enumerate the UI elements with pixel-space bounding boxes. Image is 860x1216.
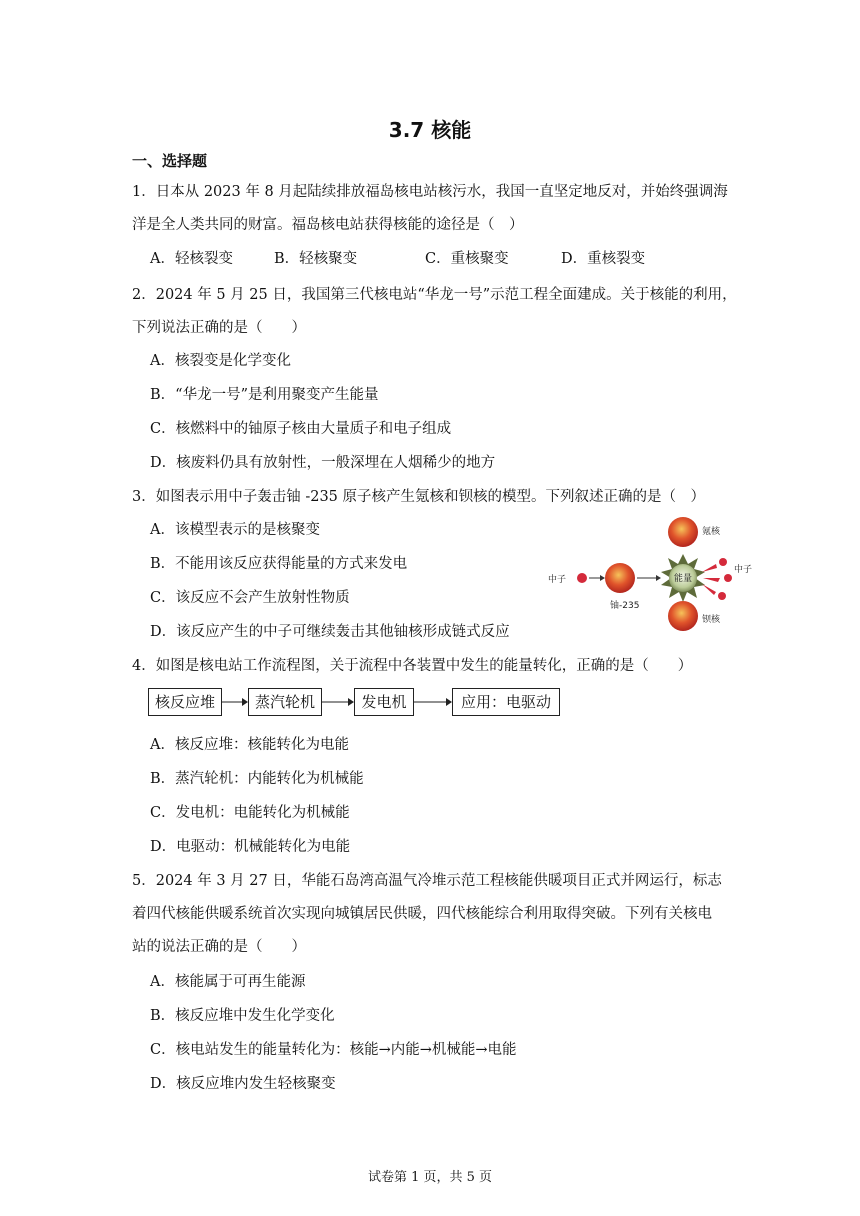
option-c[interactable]: C．该反应不会产生放射性物质 (150, 590, 350, 606)
question-3-text: 3．如图表示用中子轰击铀 -235 原子核产生氪核和钡核的模型。下列叙述正确的是（ ） (132, 489, 706, 505)
neutron-out-dot (719, 558, 727, 566)
question-5-text-cont: 着四代核能供暖系统首次实现向城镇居民供暖，四代核能综合利用取得突破。下列有关核电 (132, 906, 712, 922)
arrow-icon (222, 696, 248, 708)
flow-step-turbine: 蒸汽轮机 (248, 688, 322, 716)
fission-diagram (540, 512, 770, 634)
neutron-out-label: 中子 (734, 565, 753, 575)
question-1-text-cont: 洋是全人类共同的财富。福岛核电站获得核能的途径是（ ） (132, 217, 524, 233)
option-a[interactable]: A．核裂变是化学变化 (150, 353, 291, 369)
option-d[interactable]: D．核反应堆内发生轻核聚变 (150, 1076, 336, 1092)
option-a[interactable]: A．核反应堆：核能转化为电能 (150, 737, 349, 753)
flow-step-reactor: 核反应堆 (148, 688, 222, 716)
arrow-icon (414, 696, 452, 708)
energy-label: 能量 (674, 574, 693, 584)
krypton-nucleus (668, 517, 698, 547)
section-heading: 一、选择题 (132, 152, 208, 170)
option-a[interactable]: A．核能属于可再生能源 (150, 974, 306, 990)
page-title: 3.7 核能 (388, 118, 472, 142)
question-1-text: 1．日本从 2023 年 8 月起陆续排放福岛核电站核污水，我国一直坚定地反对，并始终强调海 (132, 184, 728, 200)
barium-label: 钡核 (702, 615, 721, 625)
option-d[interactable]: D．电驱动：机械能转化为电能 (150, 839, 351, 855)
option-a[interactable]: A．该模型表示的是核聚变 (150, 522, 320, 538)
neutron-out-dot (718, 592, 726, 600)
option-d[interactable]: D．该反应产生的中子可继续轰击其他铀核形成链式反应 (150, 624, 510, 640)
page-footer: 试卷第 1 页，共 5 页 (367, 1170, 493, 1185)
question-2-text-cont: 下列说法正确的是（ ） (132, 320, 306, 336)
option-c[interactable]: C．发电机：电能转化为机械能 (150, 805, 350, 821)
neutron-out-dot (724, 574, 732, 582)
option-a[interactable]: A．轻核裂变 (150, 251, 233, 267)
option-b[interactable]: B．“华龙一号”是利用聚变产生能量 (150, 387, 379, 403)
arrow-icon (322, 696, 354, 708)
question-1-options (150, 247, 645, 268)
neutron-in-dot (577, 573, 587, 583)
question-2-text: 2．2024 年 5 月 25 日，我国第三代核电站“华龙一号”示范工程全面建成。关于核能的利用， (132, 287, 737, 303)
option-d[interactable]: D．核废料仍具有放射性，一般深埋在人烟稀少的地方 (150, 455, 496, 471)
option-b[interactable]: B．不能用该反应获得能量的方式来发电 (150, 556, 408, 572)
option-b[interactable]: B．核反应堆中发生化学变化 (150, 1008, 335, 1024)
option-c[interactable]: C．重核聚变 (425, 251, 509, 267)
question-5-text: 5．2024 年 3 月 27 日，华能石岛湾高温气冷堆示范工程核能供暖项目正式并网运行，标志 (132, 873, 722, 889)
krypton-label: 氪核 (702, 527, 721, 537)
flow-step-application: 应用：电驱动 (452, 688, 560, 716)
question-5-text-cont: 站的说法正确的是（ ） (132, 939, 306, 955)
option-c[interactable]: C．核电站发生的能量转化为：核能→内能→机械能→电能 (150, 1042, 517, 1058)
uranium-nucleus (605, 563, 635, 593)
uranium-label: 铀-235 (610, 601, 640, 611)
option-b[interactable]: B．蒸汽轮机：内能转化为机械能 (150, 771, 364, 787)
option-c[interactable]: C．核燃料中的铀原子核由大量质子和电子组成 (150, 421, 452, 437)
option-b[interactable]: B．轻核聚变 (274, 251, 358, 267)
option-d[interactable]: D．重核裂变 (561, 251, 646, 267)
flow-step-generator: 发电机 (354, 688, 414, 716)
question-4-text: 4．如图是核电站工作流程图，关于流程中各装置中发生的能量转化，正确的是（ ） (132, 658, 693, 674)
neutron-in-label: 中子 (548, 575, 567, 585)
barium-nucleus (668, 601, 698, 631)
